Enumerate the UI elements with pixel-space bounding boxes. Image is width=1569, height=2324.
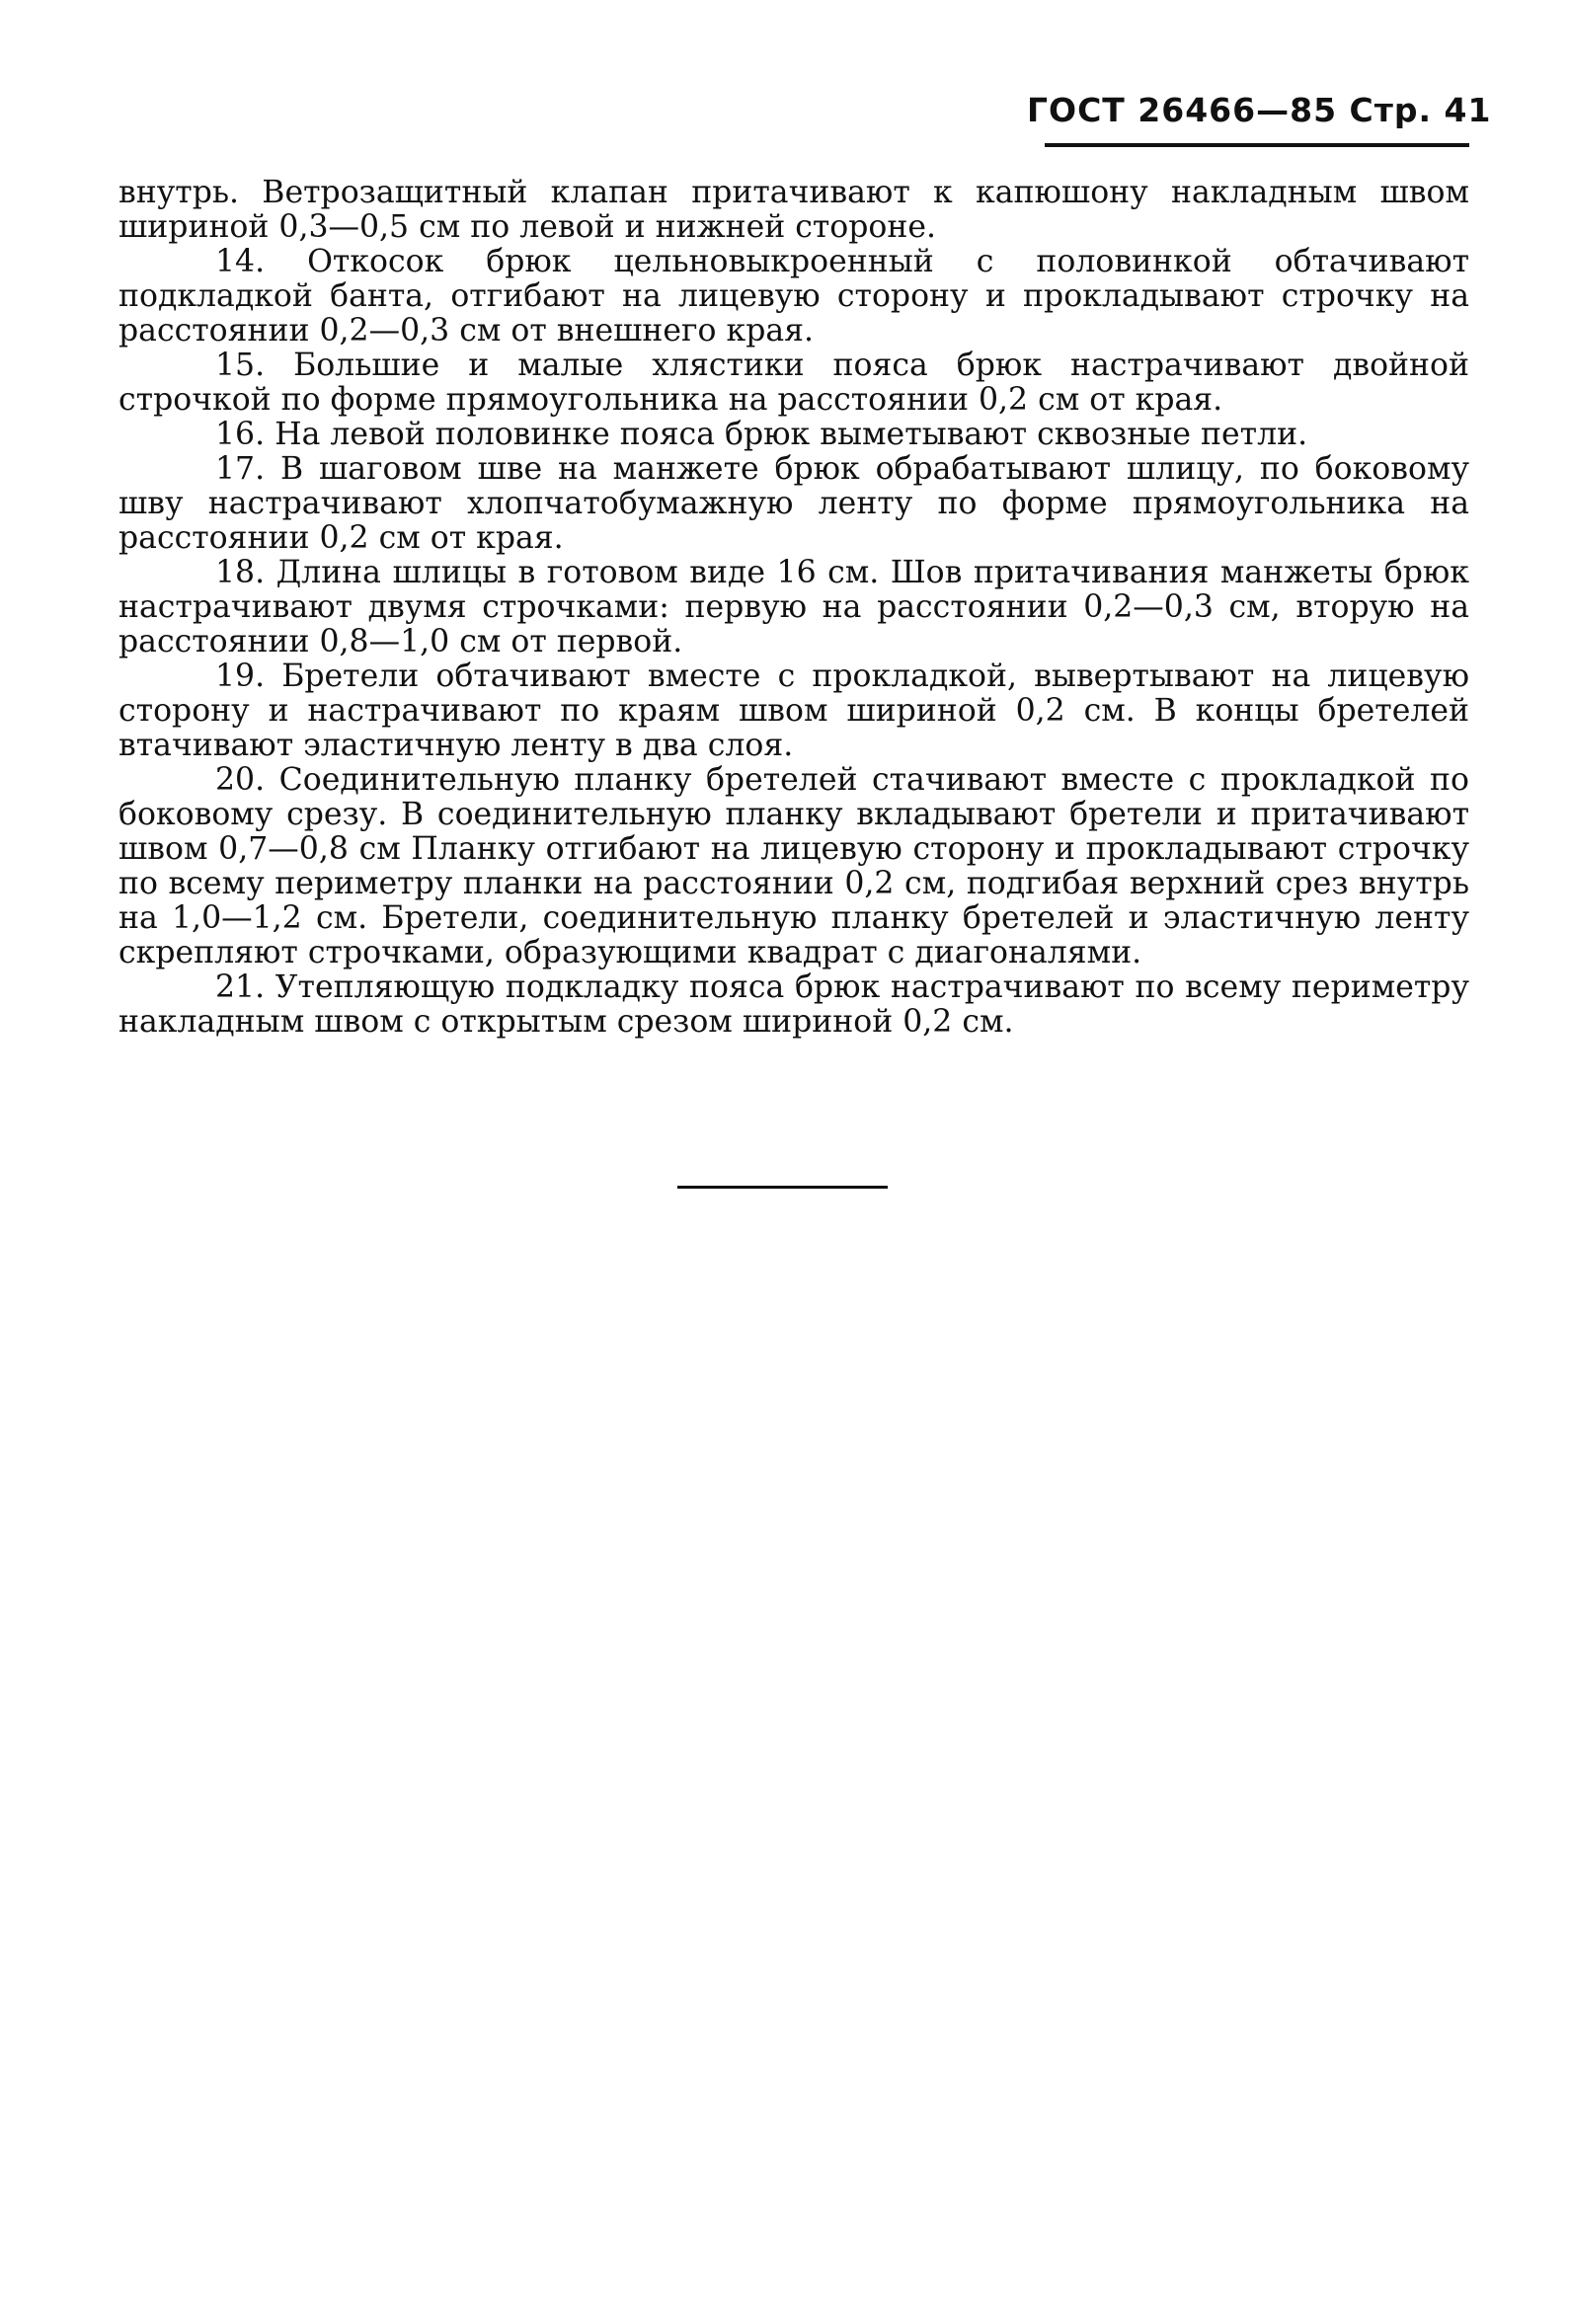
paragraph-continuation: внутрь. Ветрозащитный клапан притачивают к капюшону накладным швом шириной 0,3—0,5 см по левой и нижней стороне. [118,175,1469,245]
paragraph-14: 14. Откосок брюк цельновыкроенный с половинкой обтачивают подкладкой банта, отгибают на лицевую сторону и прокладывают строчку на расстоянии 0,2—0,3 см от внешнего края. [118,244,1469,349]
paragraph-19: 19. Бретели обтачивают вместе с прокладкой, вывертывают на лицевую сторону и настрачивают по краям швом шириной 0,2 см. В концы бретелей втачивают эластичную ленту в два слоя. [118,658,1469,763]
paragraph-20: 20. Соединительную планку бретелей стачивают вместе с прокладкой по боковому срезу. В соединительную планку вкладывают бретели и притачивают швом 0,7—0,8 см Планку отгибают на лицевую сторону и прокладывают строчку по всему периметру планки на расстоянии 0,2 см, подгибая верхний срез внутрь на 1,0—1,2 см. Бретели, соединительную планку бретелей и эластичную ленту скрепляют строчками, образующими квадрат с диагоналями. [118,762,1469,970]
paragraph-21: 21. Утепляющую подкладку пояса брюк настрачивают по всему периметру накладным швом с открытым срезом шириной 0,2 см. [118,969,1469,1040]
paragraph-16: 16. На левой половинке пояса брюк выметывают сквозные петли. [215,417,1308,452]
paragraph-18: 18. Длина шлицы в готовом виде 16 см. Шов притачивания манжеты брюк настрачивают двумя строчками: первую на расстоянии 0,2—0,3 см, вторую на расстоянии 0,8—1,0 см от первой. [118,555,1469,659]
body-text [118,176,1469,1040]
page-header: ГОСТ 26466—85 Стр. 41 [1027,91,1492,129]
header-rule [1045,143,1469,147]
end-rule [677,1186,888,1189]
paragraph-17: 17. В шаговом шве на манжете брюк обрабатывают шлицу, по боковому шву настрачивают хлопчатобумажную ленту по форме прямоугольника на расстоянии 0,2 см от края. [118,451,1469,556]
paragraph-15: 15. Большие и малые хлястики пояса брюк настрачивают двойной строчкой по форме прямоугольника на расстоянии 0,2 см от края. [118,348,1469,418]
